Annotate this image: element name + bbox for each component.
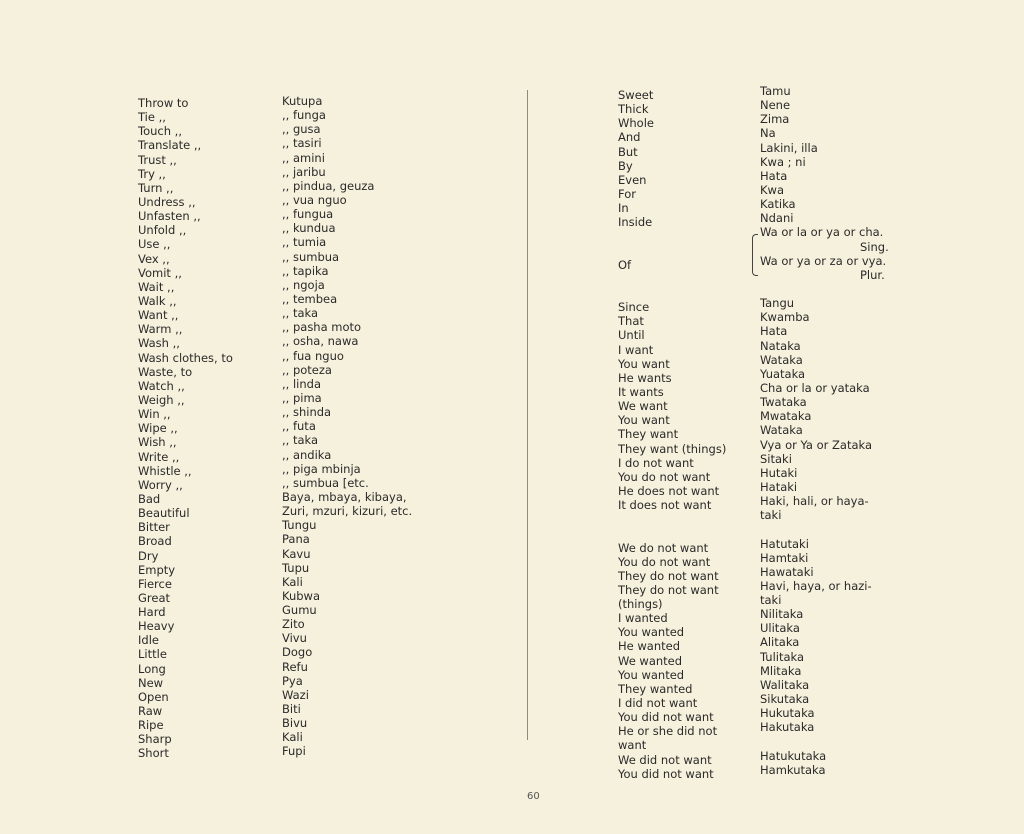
english-entry: You do not want bbox=[618, 554, 711, 569]
english-entry: Wash ,, bbox=[138, 336, 180, 351]
swahili-entry: Yuataka bbox=[760, 366, 806, 381]
english-entry: Undress ,, bbox=[138, 194, 196, 209]
english-entry bbox=[618, 512, 726, 526]
english-entry: Thick bbox=[618, 102, 649, 117]
swahili-entry: ,, andika bbox=[282, 447, 332, 462]
swahili-entry: ,, fua nguo bbox=[282, 348, 344, 363]
swahili-entry: Ulitaka bbox=[760, 621, 800, 636]
swahili-entry: ,, amini bbox=[282, 150, 325, 165]
swahili-entry: Zito bbox=[282, 617, 305, 632]
swahili-entry: Bivu bbox=[282, 716, 308, 731]
swahili-entry: ,, taka bbox=[282, 433, 319, 448]
english-entry: Use ,, bbox=[138, 237, 171, 252]
english-entry: Beautiful bbox=[138, 506, 190, 521]
swahili-entry: Hatutaki bbox=[760, 536, 809, 551]
english-entry: Warm ,, bbox=[138, 322, 183, 337]
english-entry: Whistle ,, bbox=[138, 463, 192, 478]
swahili-entry: ,, tasiri bbox=[282, 136, 322, 151]
swahili-entry: Kavu bbox=[282, 546, 311, 561]
swahili-entry: Twataka bbox=[760, 395, 807, 410]
swahili-entry: Wa or ya or za or vya. bbox=[760, 253, 887, 268]
swahili-entry: Hutaki bbox=[760, 465, 798, 480]
english-entry bbox=[618, 286, 726, 300]
swahili-entry: ,, kundua bbox=[282, 221, 336, 236]
english-entry: Bitter bbox=[138, 520, 170, 535]
swahili-entry: Kali bbox=[282, 574, 303, 589]
swahili-entry: ,, vua nguo bbox=[282, 192, 347, 207]
english-entry: I wanted bbox=[618, 611, 668, 626]
english-entry: Trust ,, bbox=[138, 152, 177, 167]
english-entry: Write ,, bbox=[138, 449, 180, 464]
right-swahili-column bbox=[760, 84, 889, 777]
english-entry: Waste, to bbox=[138, 364, 193, 379]
english-entry: For bbox=[618, 186, 636, 201]
swahili-entry: ,, pima bbox=[282, 390, 322, 405]
swahili-entry: Gumu bbox=[282, 603, 317, 618]
swahili-entry: Mwataka bbox=[760, 409, 812, 424]
english-entry: Walk ,, bbox=[138, 293, 177, 308]
english-entry: Whole bbox=[618, 116, 654, 131]
english-entry: Heavy bbox=[138, 619, 175, 634]
swahili-entry bbox=[760, 282, 889, 296]
swahili-entry: ,, ngoja bbox=[282, 277, 325, 292]
swahili-entry: ,, futa bbox=[282, 419, 316, 434]
swahili-entry: Kwamba bbox=[760, 310, 810, 325]
swahili-entry: Hamkutaka bbox=[760, 762, 826, 777]
english-entry: Turn ,, bbox=[138, 180, 174, 195]
swahili-entry: Wataka bbox=[760, 352, 803, 367]
swahili-entry: Hakutaka bbox=[760, 720, 815, 735]
english-entry: You want bbox=[618, 356, 670, 371]
english-entry: New bbox=[138, 675, 164, 690]
swahili-entry: Kutupa bbox=[282, 94, 323, 108]
swahili-entry: ,, sumbua bbox=[282, 249, 340, 264]
swahili-entry: Hata bbox=[760, 168, 788, 183]
english-entry: Wipe ,, bbox=[138, 421, 178, 436]
swahili-entry: Baya, mbaya, kibaya, bbox=[282, 489, 407, 504]
english-entry: In bbox=[618, 201, 629, 216]
english-entry: Little bbox=[138, 647, 167, 662]
english-entry: Idle bbox=[138, 633, 159, 648]
english-entry: We do not want bbox=[618, 540, 709, 555]
swahili-entry: Hukutaka bbox=[760, 706, 815, 721]
swahili-entry: ,, shinda bbox=[282, 405, 332, 420]
english-entry bbox=[618, 244, 726, 258]
right-english-column bbox=[618, 88, 726, 781]
english-entry: They do not want bbox=[618, 582, 719, 597]
english-entry: Throw to bbox=[138, 96, 189, 110]
swahili-entry: taki bbox=[760, 593, 782, 608]
swahili-entry: Alitaka bbox=[760, 635, 800, 650]
english-entry: Until bbox=[618, 328, 645, 343]
column-divider bbox=[527, 90, 528, 740]
of-brace bbox=[752, 234, 758, 276]
swahili-entry: Nilitaka bbox=[760, 607, 804, 622]
swahili-entry: Sitaki bbox=[760, 451, 792, 466]
swahili-entry: Mlitaka bbox=[760, 663, 802, 678]
swahili-entry: Lakini, illa bbox=[760, 140, 818, 155]
english-entry: They want (things) bbox=[618, 441, 727, 456]
swahili-entry: ,, sumbua [etc. bbox=[282, 475, 369, 490]
english-entry: I do not want bbox=[618, 455, 694, 470]
english-entry: Bad bbox=[138, 491, 161, 506]
swahili-entry bbox=[760, 522, 889, 536]
english-entry: Great bbox=[138, 590, 171, 605]
swahili-entry: Tungu bbox=[282, 518, 317, 533]
swahili-entry: ,, linda bbox=[282, 376, 321, 391]
swahili-entry: Hata bbox=[760, 324, 788, 339]
english-entry: Unfasten ,, bbox=[138, 209, 201, 224]
swahili-entry: Zima bbox=[760, 112, 790, 127]
english-entry: Empty bbox=[138, 562, 176, 577]
swahili-entry: ,, osha, nawa bbox=[282, 334, 359, 349]
swahili-entry: Biti bbox=[282, 702, 301, 717]
swahili-entry: ,, gusa bbox=[282, 122, 321, 137]
english-entry: Short bbox=[138, 746, 169, 761]
swahili-entry: ,, piga mbinja bbox=[282, 461, 361, 476]
english-entry: Sweet bbox=[618, 88, 654, 102]
english-entry: He wants bbox=[618, 370, 672, 385]
swahili-entry: Fupi bbox=[282, 744, 306, 759]
swahili-entry: Kubwa bbox=[282, 588, 321, 603]
english-entry: He does not want bbox=[618, 483, 720, 498]
english-entry: Wash clothes, to bbox=[138, 350, 233, 365]
english-entry: want bbox=[618, 738, 647, 753]
swahili-entry: Wa or la or ya or cha. bbox=[760, 225, 884, 240]
swahili-entry: Tamu bbox=[760, 84, 791, 98]
swahili-entry: Cha or la or yataka bbox=[760, 380, 870, 395]
swahili-entry: Dogo bbox=[282, 645, 313, 660]
page-number: 60 bbox=[527, 791, 540, 802]
swahili-entry: Havi, haya, or hazi- bbox=[760, 578, 872, 593]
english-entry: Translate ,, bbox=[138, 138, 202, 153]
english-entry: Dry bbox=[138, 548, 159, 563]
english-entry: Want ,, bbox=[138, 308, 179, 323]
english-entry: We did not want bbox=[618, 752, 712, 767]
swahili-entry: Plur. bbox=[860, 267, 885, 282]
english-entry: Weigh ,, bbox=[138, 392, 185, 407]
swahili-entry: Haki, hali, or haya- bbox=[760, 494, 869, 509]
swahili-entry: ,, jaribu bbox=[282, 164, 326, 179]
english-entry: By bbox=[618, 158, 633, 173]
english-entry: Fierce bbox=[138, 576, 172, 591]
english-entry: I want bbox=[618, 342, 654, 357]
swahili-entry: ,, funga bbox=[282, 108, 326, 123]
english-entry: Hard bbox=[138, 605, 166, 620]
swahili-entry: ,, pasha moto bbox=[282, 320, 362, 335]
english-entry: Even bbox=[618, 172, 647, 187]
swahili-entry: Kwa bbox=[760, 182, 784, 197]
english-entry: Of bbox=[618, 257, 632, 272]
english-entry: Broad bbox=[138, 534, 172, 549]
swahili-entry: Tupu bbox=[282, 560, 310, 575]
english-entry: They do not want bbox=[618, 568, 719, 583]
swahili-entry: Pana bbox=[282, 532, 310, 547]
english-entry: They want bbox=[618, 427, 679, 442]
swahili-entry: Vya or Ya or Zataka bbox=[760, 437, 873, 452]
english-entry: You did not want bbox=[618, 766, 714, 781]
left-english-column bbox=[138, 96, 233, 761]
swahili-entry: Nataka bbox=[760, 338, 801, 353]
english-entry: Ripe bbox=[138, 718, 164, 733]
english-entry: Wish ,, bbox=[138, 435, 177, 450]
swahili-entry: ,, tumia bbox=[282, 235, 327, 250]
swahili-entry: ,, tapika bbox=[282, 263, 329, 278]
swahili-entry: Kali bbox=[282, 730, 303, 745]
swahili-entry: Tangu bbox=[760, 296, 795, 311]
swahili-entry: Walitaka bbox=[760, 677, 810, 692]
swahili-entry bbox=[760, 734, 889, 748]
swahili-entry: Nene bbox=[760, 98, 791, 113]
english-entry: You did not want bbox=[618, 710, 714, 725]
english-entry: Worry ,, bbox=[138, 477, 183, 492]
swahili-entry: Hamtaki bbox=[760, 550, 809, 565]
english-entry: We want bbox=[618, 399, 668, 414]
english-entry: Inside bbox=[618, 215, 653, 230]
english-entry: You wanted bbox=[618, 667, 685, 682]
english-entry: Unfold ,, bbox=[138, 223, 187, 238]
english-entry: Open bbox=[138, 689, 169, 704]
swahili-entry: ,, pindua, geuza bbox=[282, 178, 375, 193]
english-entry: Tie ,, bbox=[138, 110, 166, 125]
english-entry: Sharp bbox=[138, 732, 172, 747]
swahili-entry: taki bbox=[760, 508, 782, 523]
swahili-entry: ,, tembea bbox=[282, 291, 338, 306]
english-entry: Vomit ,, bbox=[138, 265, 182, 280]
english-entry: Win ,, bbox=[138, 407, 171, 422]
english-entry: Since bbox=[618, 300, 650, 315]
english-entry: But bbox=[618, 144, 638, 159]
english-entry: Watch ,, bbox=[138, 378, 185, 393]
english-entry: It does not want bbox=[618, 498, 712, 513]
swahili-entry: Hawataki bbox=[760, 564, 814, 579]
english-entry bbox=[618, 229, 726, 243]
english-entry: Wait ,, bbox=[138, 279, 175, 294]
english-entry: Long bbox=[138, 661, 166, 676]
english-entry: He or she did not bbox=[618, 724, 718, 739]
english-entry: You wanted bbox=[618, 625, 685, 640]
swahili-entry: Kwa ; ni bbox=[760, 154, 806, 169]
swahili-entry: Katika bbox=[760, 197, 796, 212]
english-entry: He wanted bbox=[618, 639, 681, 654]
swahili-entry: Zuri, mzuri, kizuri, etc. bbox=[282, 504, 413, 519]
english-entry: And bbox=[618, 130, 641, 145]
english-entry bbox=[618, 272, 726, 286]
english-entry: Vex ,, bbox=[138, 251, 170, 266]
english-entry: We wanted bbox=[618, 653, 683, 668]
swahili-entry: ,, poteza bbox=[282, 362, 332, 377]
english-entry: It wants bbox=[618, 384, 664, 399]
swahili-entry: Tulitaka bbox=[760, 649, 805, 664]
swahili-entry: ,, taka bbox=[282, 306, 319, 321]
swahili-entry: Ndani bbox=[760, 211, 794, 226]
english-entry: Touch ,, bbox=[138, 124, 182, 139]
swahili-entry: Sing. bbox=[860, 239, 889, 254]
swahili-entry: Wazi bbox=[282, 687, 309, 702]
english-entry: They wanted bbox=[618, 681, 693, 696]
english-entry: You want bbox=[618, 413, 670, 428]
english-entry: You do not want bbox=[618, 469, 711, 484]
english-entry bbox=[618, 526, 726, 540]
left-swahili-column bbox=[282, 94, 412, 759]
swahili-entry: Wataka bbox=[760, 423, 803, 438]
english-entry: I did not want bbox=[618, 696, 698, 711]
swahili-entry: Refu bbox=[282, 659, 308, 674]
swahili-entry: Na bbox=[760, 126, 776, 141]
english-entry: Raw bbox=[138, 704, 163, 719]
swahili-entry: Hatukutaka bbox=[760, 748, 827, 763]
english-entry: (things) bbox=[618, 597, 663, 612]
english-entry: Try ,, bbox=[138, 166, 166, 181]
swahili-entry: Sikutaka bbox=[760, 692, 810, 707]
swahili-entry: Vivu bbox=[282, 631, 307, 646]
swahili-entry: Hataki bbox=[760, 479, 798, 494]
swahili-entry: Pya bbox=[282, 673, 303, 688]
english-entry: That bbox=[618, 314, 644, 329]
swahili-entry: ,, fungua bbox=[282, 207, 334, 222]
